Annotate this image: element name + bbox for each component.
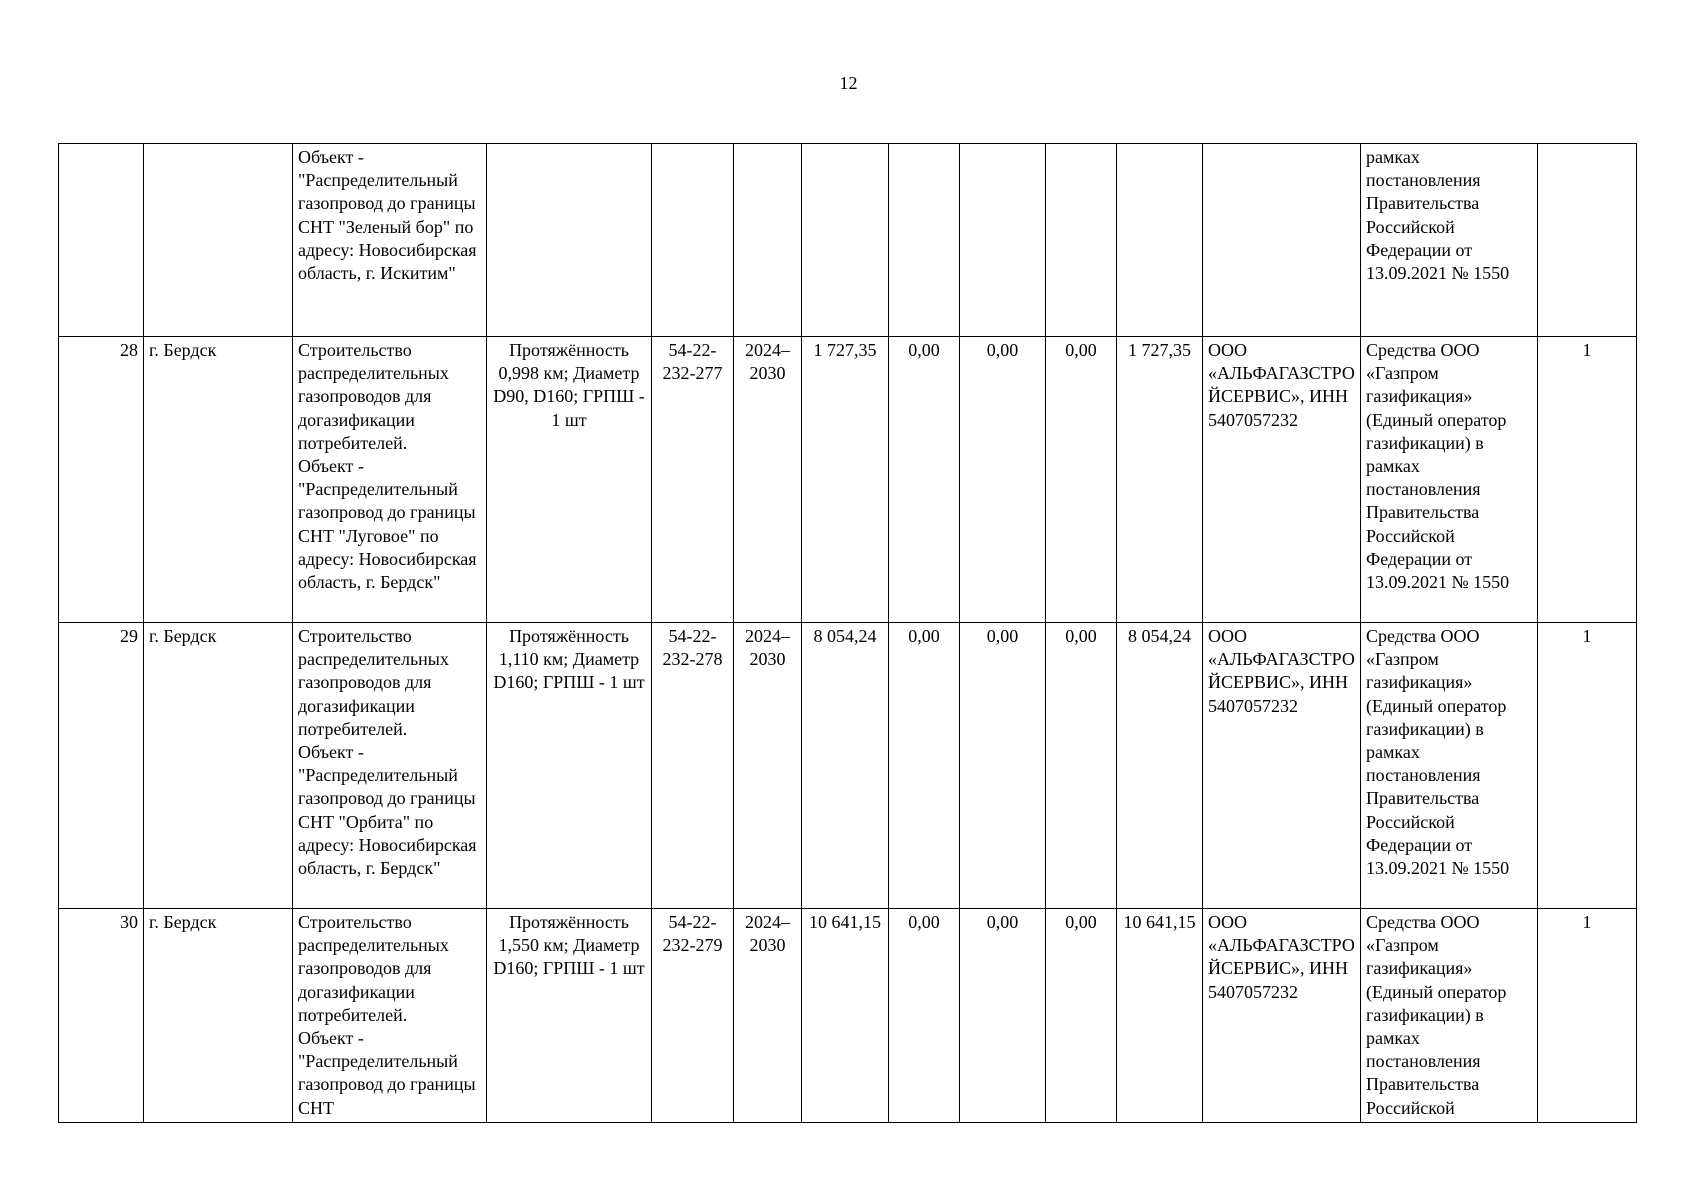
cell-col-d bbox=[1117, 144, 1203, 337]
cell-characteristics bbox=[487, 144, 652, 337]
cell-organization: ООО «АЛЬФАГАЗСТРОЙСЕРВИС», ИНН 5407057232 bbox=[1203, 623, 1361, 909]
table-row-continuation bbox=[59, 144, 1637, 337]
cell-code bbox=[652, 144, 734, 337]
cell-total: 1 727,35 bbox=[802, 337, 889, 623]
cell-code: 54-22-232-279 bbox=[652, 909, 734, 1123]
cell-col-a bbox=[889, 144, 960, 337]
cell-col-b bbox=[960, 144, 1046, 337]
cell-description: Объект - "Распределительный газопровод до границы СНТ "Зеленый бор" по адресу: Новосибирская область, г. Искитим" bbox=[293, 144, 487, 337]
cell-col-b: 0,00 bbox=[960, 337, 1046, 623]
cell-location: г. Бердск bbox=[144, 909, 293, 1123]
cell-characteristics: Протяжённость 0,998 км; Диаметр D90, D160; ГРПШ - 1 шт bbox=[487, 337, 652, 623]
cell-period: 2024–2030 bbox=[734, 337, 802, 623]
page-number: 12 bbox=[839, 73, 858, 93]
cell-funding: рамках постановления Правительства Российской Федерации от 13.09.2021 № 1550 bbox=[1361, 144, 1538, 337]
cell-col-b: 0,00 bbox=[960, 909, 1046, 1123]
cell-organization bbox=[1203, 144, 1361, 337]
cell-col-a: 0,00 bbox=[889, 623, 960, 909]
cell-funding: Средства ООО «Газпром газификация» (Единый оператор газификации) в рамках постановления Правительства Российской Федерации от 13.09.2021 № 1550 bbox=[1361, 337, 1538, 623]
cell-col-c: 0,00 bbox=[1046, 909, 1117, 1123]
objects-table bbox=[58, 143, 1637, 1123]
cell-total: 10 641,15 bbox=[802, 909, 889, 1123]
cell-count: 1 bbox=[1538, 337, 1637, 623]
cell-characteristics: Протяжённость 1,110 км; Диаметр D160; ГРПШ - 1 шт bbox=[487, 623, 652, 909]
cell-description: Строительство распределительных газопроводов для догазификации потребителей. Объект - "Распределительный газопровод до границы СНТ "Орбита" по адресу: Новосибирская область, г. Бердск" bbox=[293, 623, 487, 909]
cell-col-c bbox=[1046, 144, 1117, 337]
cell-description: Строительство распределительных газопроводов для догазификации потребителей. Объект - "Распределительный газопровод до границы СНТ "Луговое" по адресу: Новосибирская область, г. Бердск" bbox=[293, 337, 487, 623]
cell-col-a: 0,00 bbox=[889, 337, 960, 623]
cell-number: 28 bbox=[59, 337, 144, 623]
cell-description: Строительство распределительных газопроводов для догазификации потребителей. Объект - "Распределительный газопровод до границы СНТ bbox=[293, 909, 487, 1123]
cell-organization: ООО «АЛЬФАГАЗСТРОЙСЕРВИС», ИНН 5407057232 bbox=[1203, 337, 1361, 623]
cell-code: 54-22-232-278 bbox=[652, 623, 734, 909]
cell-total: 8 054,24 bbox=[802, 623, 889, 909]
cell-location bbox=[144, 144, 293, 337]
cell-location: г. Бердск bbox=[144, 337, 293, 623]
cell-funding: Средства ООО «Газпром газификация» (Единый оператор газификации) в рамках постановления Правительства Российской Федерации от 13.09.2021 № 1550 bbox=[1361, 623, 1538, 909]
cell-count: 1 bbox=[1538, 623, 1637, 909]
cell-count bbox=[1538, 144, 1637, 337]
cell-funding: Средства ООО «Газпром газификация» (Единый оператор газификации) в рамках постановления Правительства Российской bbox=[1361, 909, 1538, 1123]
cell-characteristics: Протяжённость 1,550 км; Диаметр D160; ГРПШ - 1 шт bbox=[487, 909, 652, 1123]
cell-col-b: 0,00 bbox=[960, 623, 1046, 909]
table-row bbox=[59, 623, 1637, 909]
cell-number: 29 bbox=[59, 623, 144, 909]
cell-total bbox=[802, 144, 889, 337]
table-row bbox=[59, 909, 1637, 1123]
cell-period bbox=[734, 144, 802, 337]
cell-count: 1 bbox=[1538, 909, 1637, 1123]
cell-col-c: 0,00 bbox=[1046, 623, 1117, 909]
cell-col-d: 8 054,24 bbox=[1117, 623, 1203, 909]
cell-organization: ООО «АЛЬФАГАЗСТРОЙСЕРВИС», ИНН 5407057232 bbox=[1203, 909, 1361, 1123]
cell-col-c: 0,00 bbox=[1046, 337, 1117, 623]
cell-col-d: 10 641,15 bbox=[1117, 909, 1203, 1123]
cell-location: г. Бердск bbox=[144, 623, 293, 909]
cell-period: 2024–2030 bbox=[734, 909, 802, 1123]
cell-number: 30 bbox=[59, 909, 144, 1123]
cell-col-d: 1 727,35 bbox=[1117, 337, 1203, 623]
table-row bbox=[59, 337, 1637, 623]
cell-number bbox=[59, 144, 144, 337]
cell-col-a: 0,00 bbox=[889, 909, 960, 1123]
cell-period: 2024–2030 bbox=[734, 623, 802, 909]
cell-code: 54-22-232-277 bbox=[652, 337, 734, 623]
